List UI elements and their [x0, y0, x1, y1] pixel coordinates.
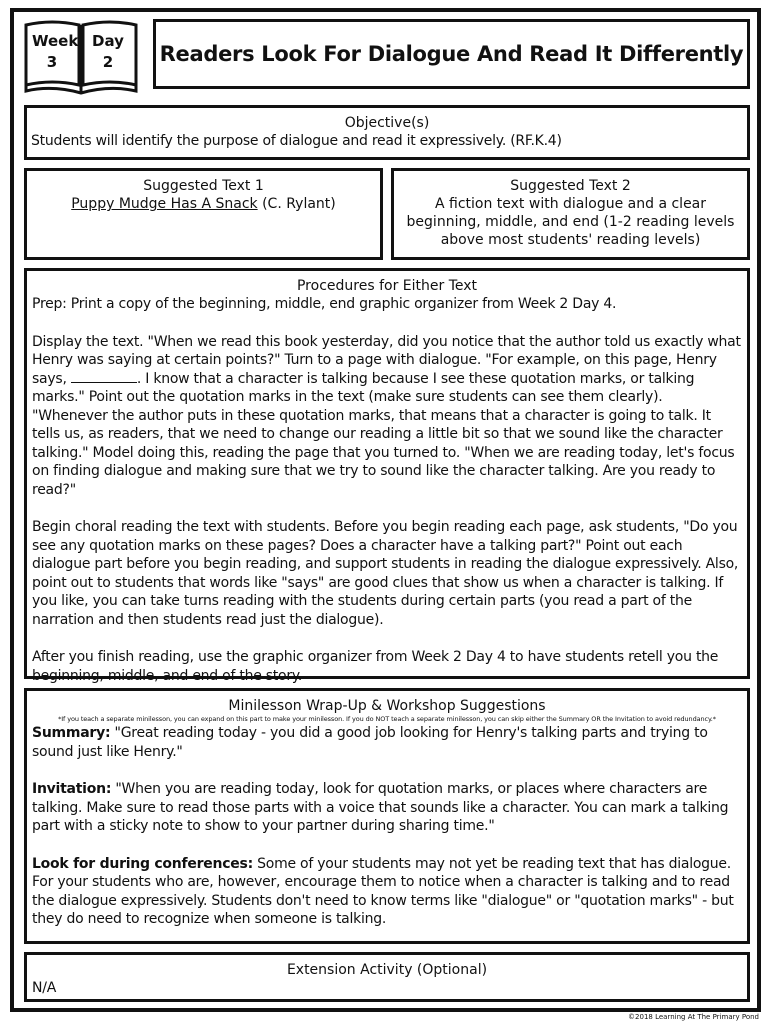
- extension-heading: Extension Activity (Optional): [286, 962, 488, 978]
- suggested-text-1-book-title: Puppy Mudge Has A Snack: [71, 196, 258, 212]
- procedures-paragraph-2: Begin choral reading the text with students. Before you begin reading each page, ask students, "Do you see any quotation marks on these pages? Does a character have a talking part?" Point out each dialogue part before you begin reading, and support students in reading the dialogue expressively. Also, point out to students that words like "says" are good clues that show us when a character is talking. If you like, you can take turns reading with the students during certain parts (you read a part of the narration and then students read just the dialogue).: [32, 519, 739, 628]
- week-value: 3: [46, 53, 58, 71]
- invitation-label: Invitation:: [32, 781, 112, 797]
- fill-in-blank: [71, 370, 137, 383]
- procedures-paragraph-1: Display the text. "When we read this book yesterday, did you notice that the author told us exactly what Henry was saying at certain points?" Turn to a page with dialogue. "For example, on this page, Henry says, . I know that a character is talking because I see these quotation marks, or talking marks." Point out the quotation marks in the text (make sure students can see them clearly). "Whenever the author puts in these quotation marks, that means that a character is going to talk. It tells us, as readers, that we need to change our reading a little bit so that we sound like the character talking." Model doing this, reading the page that you turned to. "When we are reading today, let's focus on finding dialogue and making sure that we try to sound like the character talking. Are you ready to read?": [32, 333, 741, 498]
- conferences-label: Look for during conferences:: [32, 855, 253, 872]
- procedures-section: [24, 268, 750, 684]
- suggested-text-2-text: A fiction text with dialogue and a clear beginning, middle, and end (1-2 reading levels above most students' reading levels): [406, 196, 735, 248]
- week-label: Week: [32, 32, 79, 50]
- day-label: Day: [92, 32, 124, 50]
- minilesson-summary: Summary: "Great reading today - you did a good job looking for Henry's talking parts and trying to sound just like Henry.": [32, 725, 708, 760]
- title-box: [153, 19, 750, 89]
- suggested-text-1-section: [24, 168, 383, 260]
- summary-label: Summary:: [32, 725, 111, 741]
- minilesson-heading: Minilesson Wrap-Up & Workshop Suggestions: [228, 698, 546, 714]
- procedures-paragraph-3: After you finish reading, use the graphic organizer from Week 2 Day 4 to have students retell you the beginning, middle, and end of the story.: [32, 649, 719, 684]
- objective-text: Students will identify the purpose of dialogue and read it expressively. (RF.K.4): [31, 133, 562, 149]
- suggested-text-2-section: [391, 168, 750, 260]
- minilesson-invitation: Invitation: "When you are reading today, look for quotation marks, or places where characters are talking. Make sure to read those parts with a voice that sounds like a character. You can mark a talking part with a sticky note to show to your partner during sharing time.": [32, 781, 729, 834]
- suggested-text-1-heading: Suggested Text 1: [143, 178, 264, 194]
- page-title: Readers Look For Dialogue And Read It Differently: [159, 42, 744, 66]
- open-book-icon: [22, 19, 140, 95]
- copyright-footer: ©2018 Learning At The Primary Pond: [628, 1013, 759, 1021]
- objective-heading: Objective(s): [344, 115, 430, 131]
- objective-section: [24, 105, 750, 160]
- minilesson-section: [24, 688, 750, 944]
- minilesson-conferences: Look for during conferences: Some of your students may not yet be reading text that has dialogue. For your students who are, however, encourage them to notice when a character is talking and to read the dialogue expressively. Students don't need to know terms like "dialogue" or "quotation marks" - but they do need to recognize when someone is talking.: [32, 855, 734, 927]
- extension-section: [24, 952, 750, 1002]
- day-value: 2: [102, 53, 114, 71]
- procedures-heading: Procedures for Either Text: [296, 278, 478, 294]
- extension-text: N/A: [32, 980, 57, 996]
- minilesson-note: *If you teach a separate minilesson, you can expand on this part to make your minilesson. If you do NOT teach a separate minilesson, you can skip either the Summary OR the Invitation to avoid redundancy.*: [58, 715, 716, 723]
- suggested-text-2-heading: Suggested Text 2: [510, 178, 631, 194]
- procedures-prep: Prep: Print a copy of the beginning, middle, end graphic organizer from Week 2 Day 4.: [32, 296, 617, 312]
- suggested-text-1-author: (C. Rylant): [257, 196, 336, 212]
